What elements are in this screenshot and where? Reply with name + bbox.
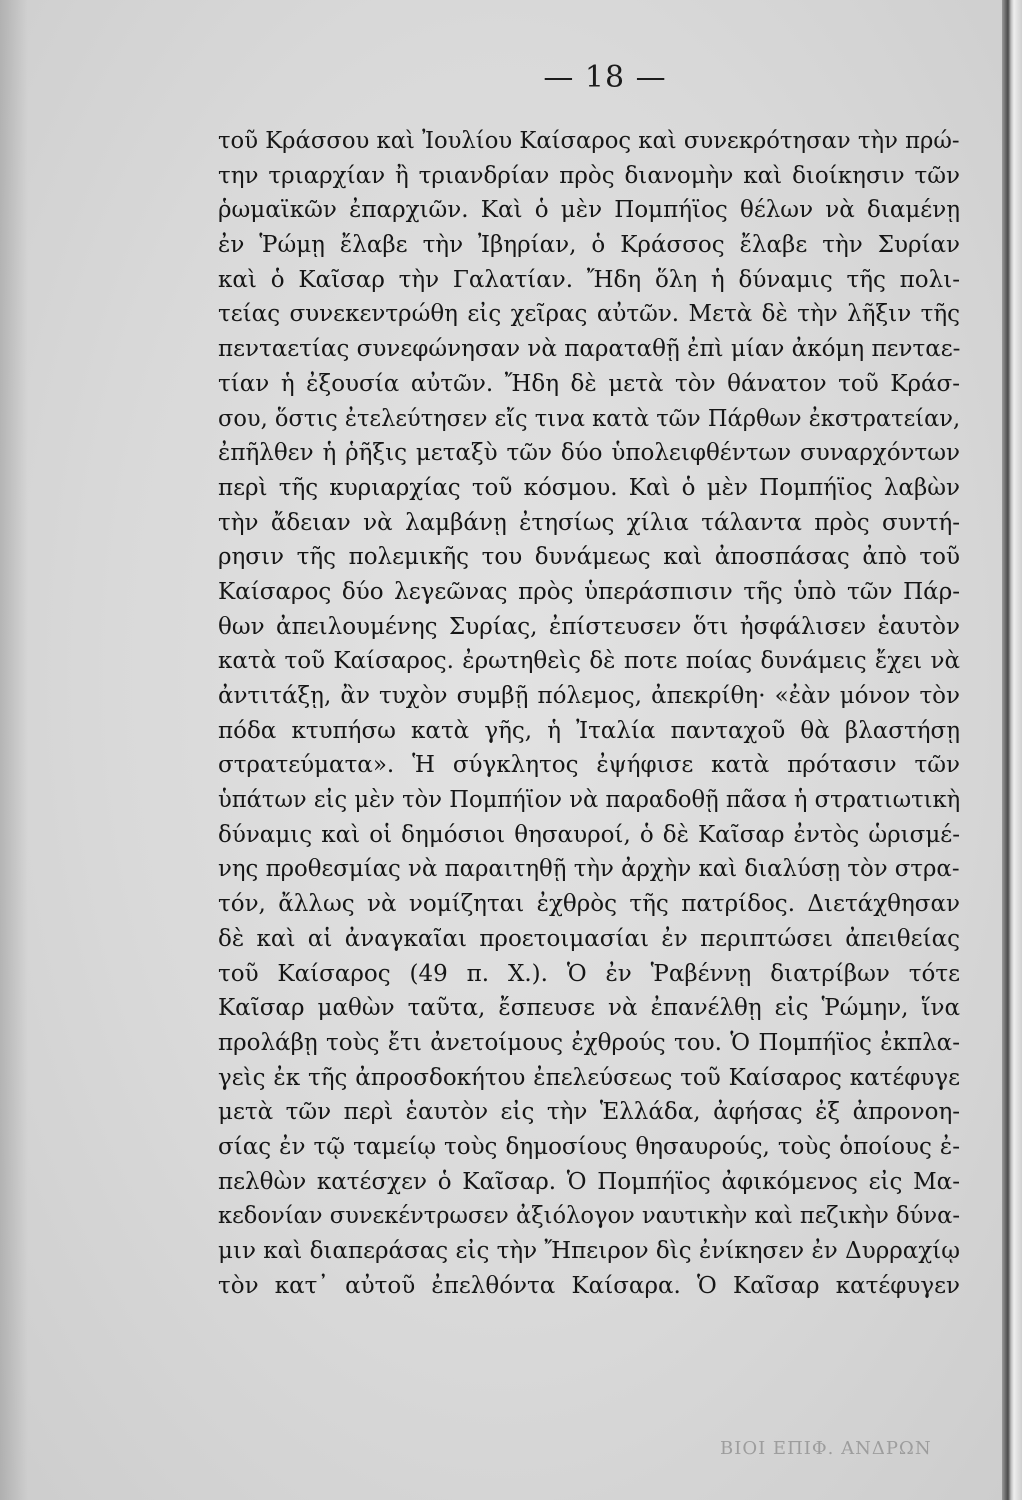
text-line: προλάβῃ τοὺς ἔτι ἀνετοίμους ἐχθρούς του. Ὁ Πομπήϊος ἐκπλα- xyxy=(218,1029,960,1056)
body-text xyxy=(218,124,960,1303)
text-line: Καίσαρος δύο λεγεῶνας πρὸς ὑπεράσπισιν τῆς ὑπὸ τῶν Πάρ- xyxy=(218,578,960,605)
text-line: πόδα κτυπήσω κατὰ γῆς, ἡ Ἰταλία πανταχοῦ θὰ βλαστήσῃ xyxy=(218,717,960,744)
text-line: σου, ὅστις ἐτελεύτησεν εἴς τινα κατὰ τῶν Πάρθων ἐκστρατείαν, xyxy=(218,405,961,432)
text-line: δὲ καὶ αἱ ἀναγκαῖαι προετοιμασίαι ἐν περιπτώσει ἀπειθείας xyxy=(218,925,960,952)
text-line: τὸν κατ᾽ αὐτοῦ ἐπελθόντα Καίσαρα. Ὁ Καῖσαρ κατέφυγεν xyxy=(218,1272,960,1299)
text-line: δύναμις καὶ οἱ δημόσιοι θησαυροί, ὁ δὲ Καῖσαρ ἐντὸς ὡρισμέ- xyxy=(218,821,960,848)
page-edge xyxy=(1002,0,1022,1500)
text-line: τόν, ἄλλως νὰ νομίζηται ἐχθρὸς τῆς πατρίδος. Διετάχθησαν xyxy=(218,891,960,918)
text-line: τοῦ Κράσσου καὶ Ἰουλίου Καίσαρος καὶ συνεκρότησαν τὴν πρώ- xyxy=(218,128,960,154)
text-line: Καῖσαρ μαθὼν ταῦτα, ἔσπευσε νὰ ἐπανέλθῃ εἰς Ῥώμην, ἵνα xyxy=(218,995,960,1022)
text-line: μιν καὶ διαπεράσας εἰς τὴν Ἤπειρον δὶς ἐνίκησεν ἐν Δυρραχίῳ xyxy=(218,1238,960,1264)
text-line: θων ἀπειλουμένης Συρίας, ἐπίστευσεν ὅτι ἠσφάλισεν ἑαυτὸν xyxy=(218,613,960,640)
text-line: πενταετίας συνεφώνησαν νὰ παραταθῇ ἐπὶ μίαν ἀκόμη πενταε- xyxy=(218,336,961,363)
text-line: πελθὼν κατέσχεν ὁ Καῖσαρ. Ὁ Πομπήϊος ἀφικόμενος εἰς Μα- xyxy=(218,1168,960,1195)
page-number: — 18 — xyxy=(543,60,667,95)
text-line: νης προθεσμίας νὰ παραιτηθῇ τὴν ἀρχὴν καὶ διαλύσῃ τὸν στρα- xyxy=(218,856,960,883)
text-line: μετὰ τῶν περὶ ἑαυτὸν εἰς τὴν Ἑλλάδα, ἀφήσας ἐξ ἀπρονοη- xyxy=(218,1099,960,1126)
bleed-through-mark: ΒΙΟΙ ΕΠΙΦ. ΑΝΔΡΩΝ xyxy=(720,1438,932,1459)
text-line: ρησιν τῆς πολεμικῆς του δυνάμεως καὶ ἀποσπάσας ἀπὸ τοῦ xyxy=(218,544,960,571)
text-line: την τριαρχίαν ἢ τριανδρίαν πρὸς διανομὴν καὶ διοίκησιν τῶν xyxy=(218,162,960,189)
text-line: καὶ ὁ Καῖσαρ τὴν Γαλατίαν. Ἤδη ὅλη ἡ δύναμις τῆς πολι- xyxy=(218,266,960,293)
text-line: ἐν Ῥώμῃ ἔλαβε τὴν Ἰβηρίαν, ὁ Κράσσος ἔλαβε τὴν Συρίαν xyxy=(218,232,960,259)
text-line: κεδονίαν συνεκέντρωσεν ἀξιόλογον ναυτικὴν καὶ πεζικὴν δύνα- xyxy=(218,1203,960,1230)
text-line: κατὰ τοῦ Καίσαρος. ἐρωτηθεὶς δὲ ποτε ποίας δυνάμεις ἔχει νὰ xyxy=(218,648,960,675)
text-line: ἐπῆλθεν ἡ ῥῆξις μεταξὺ τῶν δύο ὑπολειφθέντων συναρχόντων xyxy=(218,440,960,467)
text-line: τοῦ Καίσαρος (49 π. Χ.). Ὁ ἐν Ῥαβέννῃ διατρίβων τότε xyxy=(218,960,960,987)
binding-shadow xyxy=(0,0,28,1500)
text-line: τείας συνεκεντρώθη εἰς χεῖρας αὐτῶν. Μετὰ δὲ τὴν λῆξιν τῆς xyxy=(218,301,960,328)
text-line: περὶ τῆς κυριαρχίας τοῦ κόσμου. Καὶ ὁ μὲν Πομπήϊος λαβὼν xyxy=(218,474,960,501)
text-line: στρατεύματα». Ἡ σύγκλητος ἐψήφισε κατὰ πρότασιν τῶν xyxy=(218,752,960,779)
text-line: ὑπάτων εἰς μὲν τὸν Πομπήϊον νὰ παραδοθῇ πᾶσα ἡ στρατιωτικὴ xyxy=(218,787,961,814)
text-line: γεὶς ἐκ τῆς ἀπροσδοκήτου ἐπελεύσεως τοῦ Καίσαρος κατέφυγε xyxy=(218,1064,960,1091)
text-line: ῥωμαϊκῶν ἐπαρχιῶν. Καὶ ὁ μὲν Πομπήϊος θέλων νὰ διαμένῃ xyxy=(218,197,960,224)
text-line: σίας ἐν τῷ ταμείῳ τοὺς δημοσίους θησαυρούς, τοὺς ὁποίους ἐ- xyxy=(218,1133,960,1160)
text-line: ἀντιτάξῃ, ἂν τυχὸν συμβῇ πόλεμος, ἀπεκρίθη· «ἐὰν μόνον τὸν xyxy=(218,683,960,709)
text-line: τὴν ἄδειαν νὰ λαμβάνῃ ἐτησίως χίλια τάλαντα πρὸς συντή- xyxy=(218,509,960,536)
text-line: τίαν ἡ ἐξουσία αὐτῶν. Ἤδη δὲ μετὰ τὸν θάνατον τοῦ Κράσ- xyxy=(218,370,960,397)
